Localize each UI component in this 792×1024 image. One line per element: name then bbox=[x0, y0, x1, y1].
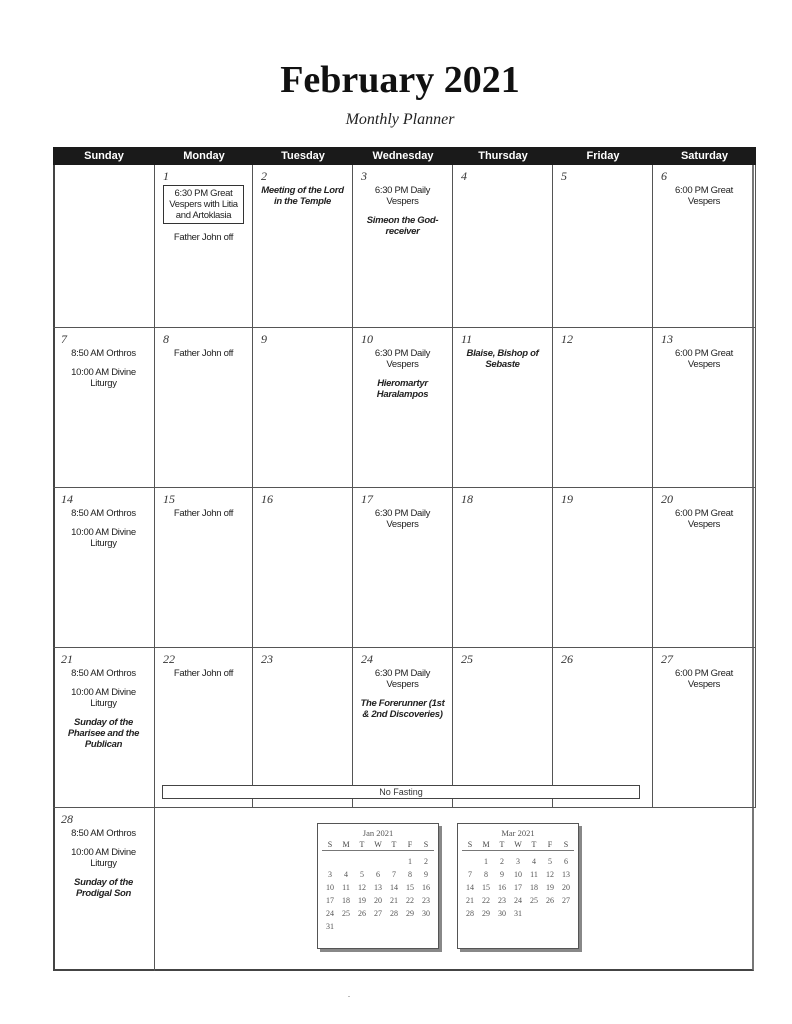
mini-calendar-week bbox=[458, 881, 578, 894]
day-cell-28[interactable] bbox=[53, 808, 155, 971]
feast-day-label: Meeting of the Lord in the Temple bbox=[261, 185, 344, 207]
mini-day: 6 bbox=[376, 870, 380, 879]
day-number: 3 bbox=[361, 169, 367, 183]
day-events bbox=[659, 668, 749, 698]
mini-weekday: S bbox=[327, 840, 333, 849]
mini-weekday: W bbox=[374, 840, 382, 849]
mini-day: 14 bbox=[390, 883, 398, 892]
mini-day: 7 bbox=[392, 870, 396, 879]
day-number: 4 bbox=[461, 169, 467, 183]
mini-day: 8 bbox=[484, 870, 488, 879]
day-events bbox=[59, 348, 148, 397]
mini-weekday: M bbox=[482, 840, 490, 849]
mini-day: 30 bbox=[422, 909, 430, 918]
mini-calendar-title: Jan 2021 bbox=[362, 828, 394, 838]
day-events bbox=[161, 668, 246, 687]
mini-day: 4 bbox=[532, 857, 536, 866]
feast-day-label: Hieromartyr Haralampos bbox=[376, 378, 429, 400]
mini-day bbox=[370, 920, 386, 933]
feast-day-label: The Forerunner (1st & 2nd Discoveries) bbox=[360, 698, 445, 720]
event-item: 8:50 AM Orthros bbox=[71, 828, 136, 839]
feast-day-label: Sunday of the Pharisee and the Publican bbox=[67, 717, 140, 750]
mini-weekday: T bbox=[391, 840, 397, 849]
mini-calendar-title: Mar 2021 bbox=[501, 828, 535, 838]
day-number: 2 bbox=[261, 169, 267, 183]
mini-day: 22 bbox=[482, 896, 490, 905]
day-events bbox=[259, 185, 346, 215]
mini-day: 28 bbox=[466, 909, 474, 918]
mini-day: 25 bbox=[530, 896, 538, 905]
day-events bbox=[59, 828, 148, 907]
day-cell-6[interactable] bbox=[653, 165, 756, 328]
mini-day bbox=[402, 920, 418, 933]
day-number: 22 bbox=[163, 652, 175, 666]
mini-day: 3 bbox=[328, 870, 332, 879]
feast-day-label: Simeon the God-receiver bbox=[366, 215, 439, 237]
mini-day: 7 bbox=[468, 870, 472, 879]
day-number: 18 bbox=[461, 492, 473, 506]
mini-weekday: F bbox=[407, 840, 413, 849]
event-item: 6:00 PM Great Vespers bbox=[675, 668, 733, 690]
day-cell-21[interactable] bbox=[53, 648, 155, 808]
day-events bbox=[59, 508, 148, 557]
mini-day: 9 bbox=[500, 870, 504, 879]
weekday-monday: Monday bbox=[183, 150, 225, 162]
mini-day: 11 bbox=[530, 870, 538, 879]
mini-day: 15 bbox=[406, 883, 414, 892]
day-events bbox=[459, 348, 546, 378]
day-number: 11 bbox=[461, 332, 473, 346]
day-cell-22[interactable] bbox=[155, 648, 253, 808]
day-events bbox=[659, 508, 749, 538]
mini-weekday: S bbox=[423, 840, 429, 849]
mini-day bbox=[386, 920, 402, 933]
event-item: 6:30 PM Daily Vespers bbox=[374, 348, 431, 370]
day-number: 12 bbox=[561, 332, 573, 346]
mini-weekday: T bbox=[359, 840, 365, 849]
day-number: 8 bbox=[163, 332, 169, 346]
day-cell-13[interactable] bbox=[653, 328, 756, 488]
day-cell-3[interactable] bbox=[353, 165, 453, 328]
weekday-saturday: Saturday bbox=[680, 150, 729, 162]
day-number: 24 bbox=[361, 652, 373, 666]
day-number: 19 bbox=[561, 492, 573, 506]
mini-calendar-week bbox=[318, 894, 438, 907]
mini-day: 25 bbox=[342, 909, 350, 918]
mini-calendar-week bbox=[318, 868, 438, 881]
mini-day bbox=[338, 920, 354, 933]
day-number: 20 bbox=[661, 492, 673, 506]
day-events bbox=[359, 185, 446, 245]
mini-day: 31 bbox=[514, 909, 522, 918]
event-item: 6:30 PM Great Vespers with Litia and Artoklasia bbox=[163, 185, 244, 224]
mini-day bbox=[462, 855, 478, 868]
mini-day: 21 bbox=[390, 896, 398, 905]
day-number: 28 bbox=[61, 812, 73, 826]
day-events bbox=[359, 348, 446, 408]
mini-day: 31 bbox=[326, 922, 334, 931]
mini-day bbox=[354, 920, 370, 933]
day-events bbox=[161, 348, 246, 367]
day-events bbox=[59, 668, 148, 758]
mini-day: 2 bbox=[424, 857, 428, 866]
mini-day: 27 bbox=[562, 896, 570, 905]
mini-weekday: S bbox=[467, 840, 473, 849]
weekday-sunday: Sunday bbox=[84, 150, 124, 162]
day-number: 7 bbox=[61, 332, 67, 346]
day-number: 9 bbox=[261, 332, 267, 346]
day-events bbox=[359, 508, 446, 538]
day-cell-14[interactable] bbox=[53, 488, 155, 648]
mini-day: 23 bbox=[422, 896, 430, 905]
mini-day bbox=[354, 855, 370, 868]
event-item: 6:00 PM Great Vespers bbox=[675, 348, 733, 370]
mini-day: 23 bbox=[498, 896, 506, 905]
mini-day: 4 bbox=[344, 870, 348, 879]
mini-calendar-week bbox=[458, 894, 578, 907]
mini-day: 8 bbox=[408, 870, 412, 879]
mini-calendar-week bbox=[458, 907, 578, 920]
event-item: 10:00 AM Divine Liturgy bbox=[71, 527, 136, 549]
page-title: February 2021 bbox=[280, 59, 520, 101]
event-item: 6:30 PM Daily Vespers bbox=[374, 508, 431, 530]
mini-day: 24 bbox=[514, 896, 522, 905]
mini-day bbox=[386, 855, 402, 868]
day-cell-1[interactable] bbox=[155, 165, 253, 328]
day-events bbox=[659, 348, 749, 378]
day-cell-15[interactable] bbox=[155, 488, 253, 648]
weekday-header bbox=[53, 147, 756, 165]
mini-day: 1 bbox=[408, 857, 412, 866]
day-number: 25 bbox=[461, 652, 473, 666]
mini-day: 19 bbox=[546, 883, 554, 892]
mini-day bbox=[418, 920, 434, 933]
mini-calendar-week bbox=[318, 907, 438, 920]
mini-day: 12 bbox=[546, 870, 554, 879]
mini-day: 15 bbox=[482, 883, 490, 892]
mini-day: 24 bbox=[326, 909, 334, 918]
mini-calendar-header bbox=[322, 840, 434, 851]
mini-day: 3 bbox=[516, 857, 520, 866]
day-events bbox=[161, 508, 246, 527]
mini-calendar-jan bbox=[317, 823, 439, 949]
day-number: 16 bbox=[261, 492, 273, 506]
mini-weekday: T bbox=[499, 840, 505, 849]
mini-calendar-week bbox=[318, 855, 438, 868]
mini-day: 26 bbox=[546, 896, 554, 905]
event-item: Father John off bbox=[173, 348, 234, 359]
event-item: 6:30 PM Daily Vespers bbox=[374, 668, 431, 690]
event-item: 8:50 AM Orthros bbox=[71, 668, 136, 679]
mini-day: 18 bbox=[530, 883, 538, 892]
mini-day: 26 bbox=[358, 909, 366, 918]
page-subtitle: Monthly Planner bbox=[345, 111, 455, 128]
mini-weekday: S bbox=[563, 840, 569, 849]
day-number: 21 bbox=[61, 652, 73, 666]
day-number: 23 bbox=[261, 652, 273, 666]
weekday-friday: Friday bbox=[586, 150, 620, 162]
mini-day: 22 bbox=[406, 896, 414, 905]
feast-day-label: Blaise, Bishop of Sebaste bbox=[466, 348, 539, 370]
event-item: 8:50 AM Orthros bbox=[71, 508, 136, 519]
mini-day: 5 bbox=[548, 857, 552, 866]
day-cell-4[interactable] bbox=[453, 165, 553, 328]
mini-calendar-week bbox=[458, 855, 578, 868]
day-events bbox=[359, 668, 446, 728]
day-number: 27 bbox=[661, 652, 673, 666]
mini-weekday: M bbox=[342, 840, 350, 849]
mini-day: 12 bbox=[358, 883, 366, 892]
day-cell-11[interactable] bbox=[453, 328, 553, 488]
mini-day: 10 bbox=[326, 883, 334, 892]
mini-calendar-week bbox=[318, 920, 438, 933]
mini-day bbox=[322, 855, 338, 868]
day-cell-18[interactable] bbox=[453, 488, 553, 648]
weekday-wednesday: Wednesday bbox=[372, 150, 434, 162]
day-cell-19[interactable] bbox=[553, 488, 653, 648]
day-cell-25[interactable] bbox=[453, 648, 553, 808]
no-fasting-banner: No Fasting bbox=[162, 785, 640, 799]
day-cell-26[interactable] bbox=[553, 648, 653, 808]
mini-day: 13 bbox=[374, 883, 382, 892]
mini-day: 11 bbox=[342, 883, 350, 892]
mini-day: 17 bbox=[514, 883, 522, 892]
day-number: 6 bbox=[661, 169, 667, 183]
mini-day: 16 bbox=[422, 883, 430, 892]
day-cell-2[interactable] bbox=[253, 165, 353, 328]
mini-weekday: T bbox=[531, 840, 537, 849]
day-number: 15 bbox=[163, 492, 175, 506]
mini-weekday: W bbox=[514, 840, 522, 849]
event-item: 10:00 AM Divine Liturgy bbox=[71, 367, 136, 389]
mini-day: 6 bbox=[564, 857, 568, 866]
day-cell-8[interactable] bbox=[155, 328, 253, 488]
event-item: Father John off bbox=[173, 668, 234, 679]
scan-speck bbox=[348, 996, 350, 997]
event-item: 10:00 AM Divine Liturgy bbox=[71, 687, 136, 709]
mini-calendar-mar bbox=[457, 823, 579, 949]
mini-day: 2 bbox=[500, 857, 504, 866]
mini-weekday: F bbox=[547, 840, 553, 849]
mini-calendar-week bbox=[458, 868, 578, 881]
mini-day bbox=[338, 855, 354, 868]
day-cell-10[interactable] bbox=[353, 328, 453, 488]
mini-day bbox=[542, 907, 558, 920]
day-cell-20[interactable] bbox=[653, 488, 756, 648]
day-number: 1 bbox=[163, 169, 169, 183]
mini-day: 18 bbox=[342, 896, 350, 905]
mini-day: 5 bbox=[360, 870, 364, 879]
mini-day: 20 bbox=[374, 896, 382, 905]
mini-day bbox=[370, 855, 386, 868]
day-events bbox=[161, 185, 246, 251]
day-cell-9[interactable] bbox=[253, 328, 353, 488]
mini-day: 30 bbox=[498, 909, 506, 918]
mini-day: 17 bbox=[326, 896, 334, 905]
mini-calendar-week bbox=[318, 881, 438, 894]
mini-day: 9 bbox=[424, 870, 428, 879]
mini-day: 1 bbox=[484, 857, 488, 866]
event-item: Father John off bbox=[173, 232, 234, 243]
mini-day bbox=[558, 907, 574, 920]
day-number: 10 bbox=[361, 332, 373, 346]
day-cell-7[interactable] bbox=[53, 328, 155, 488]
mini-day: 16 bbox=[498, 883, 506, 892]
mini-day: 14 bbox=[466, 883, 474, 892]
day-cell-16[interactable] bbox=[253, 488, 353, 648]
day-cell-empty[interactable] bbox=[53, 165, 155, 328]
mini-day: 20 bbox=[562, 883, 570, 892]
mini-day: 21 bbox=[466, 896, 474, 905]
day-number: 26 bbox=[561, 652, 573, 666]
day-cell-5[interactable] bbox=[553, 165, 653, 328]
event-item: 6:00 PM Great Vespers bbox=[675, 508, 733, 530]
mini-day: 28 bbox=[390, 909, 398, 918]
mini-day: 29 bbox=[406, 909, 414, 918]
day-cell-24[interactable] bbox=[353, 648, 453, 808]
day-number: 5 bbox=[561, 169, 567, 183]
day-cell-27[interactable] bbox=[653, 648, 756, 808]
event-item: 10:00 AM Divine Liturgy bbox=[71, 847, 136, 869]
mini-day: 13 bbox=[562, 870, 570, 879]
day-cell-17[interactable] bbox=[353, 488, 453, 648]
day-cell-23[interactable] bbox=[253, 648, 353, 808]
day-events bbox=[659, 185, 749, 215]
mini-day: 27 bbox=[374, 909, 382, 918]
mini-calendar-header bbox=[462, 840, 574, 851]
weekday-thursday: Thursday bbox=[478, 150, 528, 162]
mini-day bbox=[526, 907, 542, 920]
day-number: 13 bbox=[661, 332, 673, 346]
feast-day-label: Sunday of the Prodigal Son bbox=[74, 877, 133, 899]
weekday-tuesday: Tuesday bbox=[281, 150, 325, 162]
day-cell-12[interactable] bbox=[553, 328, 653, 488]
day-number: 14 bbox=[61, 492, 73, 506]
event-item: 8:50 AM Orthros bbox=[71, 348, 136, 359]
mini-day: 10 bbox=[514, 870, 522, 879]
mini-day: 19 bbox=[358, 896, 366, 905]
event-item: 6:00 PM Great Vespers bbox=[675, 185, 733, 207]
event-item: Father John off bbox=[173, 508, 234, 519]
event-item: 6:30 PM Daily Vespers bbox=[374, 185, 431, 207]
mini-day: 29 bbox=[482, 909, 490, 918]
day-number: 17 bbox=[361, 492, 373, 506]
